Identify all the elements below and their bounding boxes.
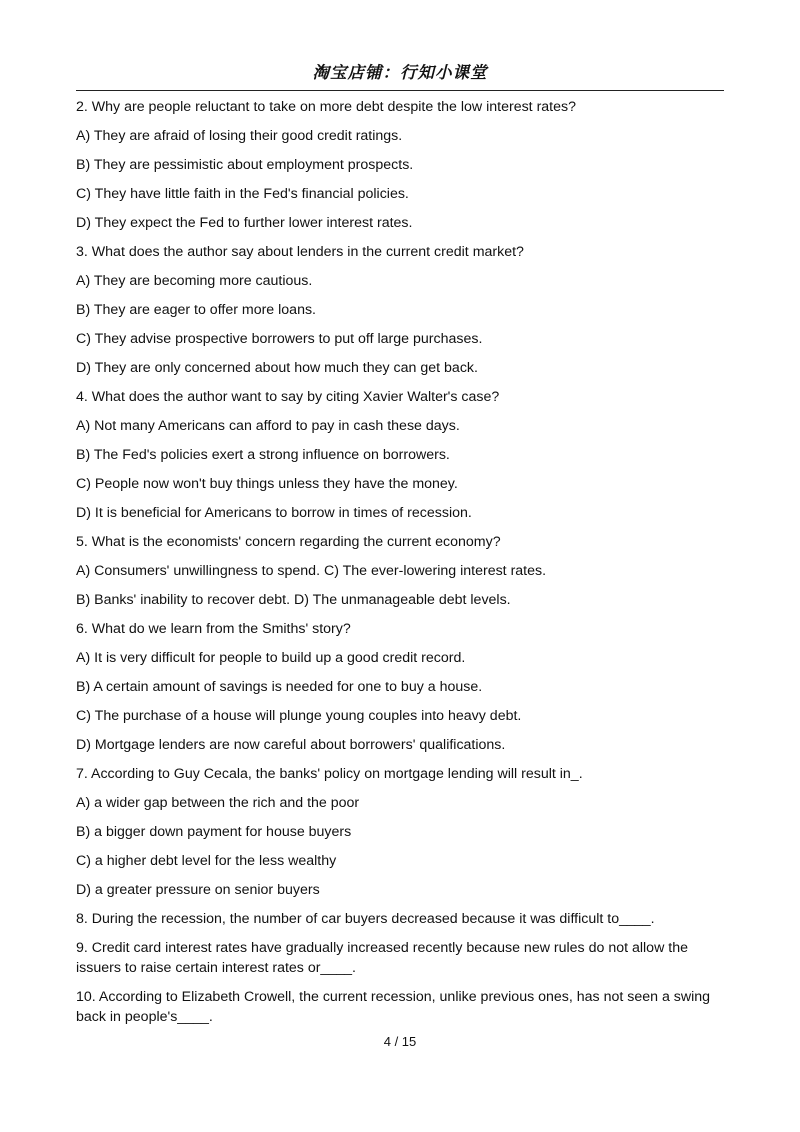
option-7b: B) a bigger down payment for house buyers	[76, 824, 352, 840]
question-2: 2. Why are people reluctant to take on more debt despite the low interest rates?	[76, 99, 576, 115]
option-3c: C) They advise prospective borrowers to put off large purchases.	[76, 331, 483, 347]
option-4c: C) People now won't buy things unless they have the money.	[76, 476, 458, 492]
question-7: 7. According to Guy Cecala, the banks' policy on mortgage lending will result in_.	[76, 766, 583, 782]
option-2b: B) They are pessimistic about employment prospects.	[76, 157, 414, 173]
option-5ac: A) Consumers' unwillingness to spend. C) The ever-lowering interest rates.	[76, 563, 547, 579]
option-2c: C) They have little faith in the Fed's financial policies.	[76, 186, 409, 202]
option-2a: A) They are afraid of losing their good credit ratings.	[76, 128, 403, 144]
option-6a: A) It is very difficult for people to build up a good credit record.	[76, 650, 466, 666]
option-6b: B) A certain amount of savings is needed for one to buy a house.	[76, 679, 483, 695]
page-number: 4 / 15	[383, 1034, 417, 1049]
question-9: 9. Credit card interest rates have gradually increased recently because new rules do not allow the issuers to raise certain interest rates or____.	[76, 940, 688, 976]
option-3d: D) They are only concerned about how much they can get back.	[76, 360, 478, 376]
header-title: 淘宝店铺：行知小课堂	[312, 63, 488, 82]
option-5bd: B) Banks' inability to recover debt. D) The unmanageable debt levels.	[76, 592, 511, 608]
option-4d: D) It is beneficial for Americans to borrow in times of recession.	[76, 505, 472, 521]
option-7d: D) a greater pressure on senior buyers	[76, 882, 320, 898]
question-4: 4. What does the author want to say by citing Xavier Walter's case?	[76, 389, 500, 405]
option-3a: A) They are becoming more cautious.	[76, 273, 313, 289]
option-7a: A) a wider gap between the rich and the poor	[76, 795, 360, 811]
option-4b: B) The Fed's policies exert a strong influence on borrowers.	[76, 447, 450, 463]
question-10: 10. According to Elizabeth Crowell, the current recession, unlike previous ones, has not seen a swing back in people's____.	[76, 989, 711, 1025]
question-3: 3. What does the author say about lenders in the current credit market?	[76, 244, 524, 260]
document-body	[76, 97, 724, 1036]
option-2d: D) They expect the Fed to further lower interest rates.	[76, 215, 413, 231]
option-7c: C) a higher debt level for the less wealthy	[76, 853, 337, 869]
option-6c: C) The purchase of a house will plunge young couples into heavy debt.	[76, 708, 522, 724]
question-8: 8. During the recession, the number of car buyers decreased because it was difficult to____.	[76, 911, 655, 927]
page-header	[76, 60, 724, 91]
question-6: 6. What do we learn from the Smiths' story?	[76, 621, 351, 637]
question-5: 5. What is the economists' concern regarding the current economy?	[76, 534, 501, 550]
option-6d: D) Mortgage lenders are now careful about borrowers' qualifications.	[76, 737, 506, 753]
option-4a: A) Not many Americans can afford to pay in cash these days.	[76, 418, 460, 434]
option-3b: B) They are eager to offer more loans.	[76, 302, 317, 318]
